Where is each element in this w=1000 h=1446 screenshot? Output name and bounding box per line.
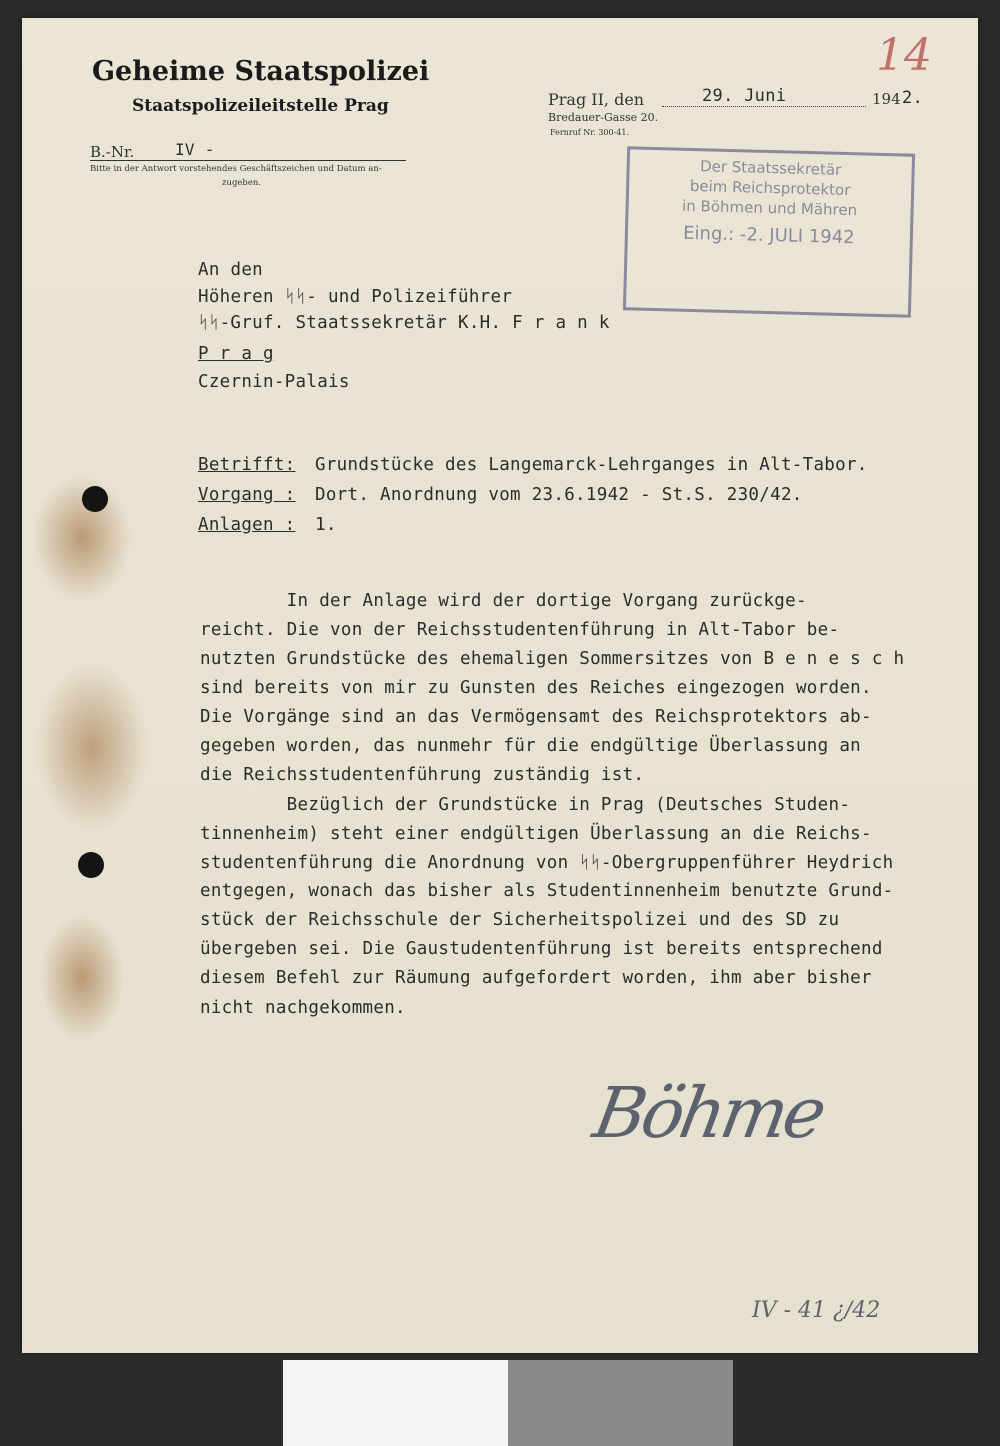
punch-hole-top xyxy=(82,486,108,512)
body-line: übergeben sei. Die Gaustudentenführung ist bereits entsprechend xyxy=(200,939,883,959)
date-year-suffix: 2. xyxy=(902,88,924,108)
body-line: studentenführung die Anordnung von ᛋᛋ-Obergruppenführer Heydrich xyxy=(200,853,894,873)
ref-label: B.-Nr. xyxy=(90,143,135,161)
ref-rule xyxy=(90,160,406,161)
stamp-line-3: in Böhmen und Mähren xyxy=(681,196,858,220)
date-year-prefix: 194 xyxy=(872,90,901,108)
body-line: sind bereits von mir zu Gunsten des Reiches eingezogen worden. xyxy=(200,678,872,698)
reply-note-2: zugeben. xyxy=(222,178,262,188)
received-stamp xyxy=(623,146,915,317)
body-line: reicht. Die von der Reichsstudentenführung in Alt-Tabor be- xyxy=(200,620,840,640)
stamp-line-2: beim Reichsprotektor xyxy=(689,176,851,200)
body-line: In der Anlage wird der dortige Vorgang zurückge- xyxy=(200,591,807,611)
body-line: entgegen, wonach das bisher als Studentinnenheim benutzte Grund- xyxy=(200,881,894,901)
vorgang-label: Vorgang : xyxy=(198,485,296,505)
body-line: die Reichsstudentenführung zuständig ist. xyxy=(200,765,645,785)
body-line: nicht nachgekommen. xyxy=(200,998,406,1018)
anlagen-text: 1. xyxy=(315,515,337,535)
stamp-received-label: Eing.: xyxy=(682,222,735,246)
office-name: Staatspolizeileitstelle Prag xyxy=(132,96,389,116)
stamp-line-1: Der Staatssekretär xyxy=(699,157,842,179)
punch-hole-bottom xyxy=(78,852,104,878)
street-address: Bredauer-Gasse 20. xyxy=(548,111,659,124)
betrifft-label: Betrifft: xyxy=(198,455,296,475)
recipient-city: P r a g xyxy=(198,344,274,364)
body-line: Die Vorgänge sind an das Vermögensamt des Reichsprotektors ab- xyxy=(200,707,872,727)
date-rule xyxy=(662,106,866,107)
folio-number: 14 xyxy=(876,30,932,81)
filing-note: IV - 41 ¿/42 xyxy=(752,1298,881,1323)
ref-value: IV - xyxy=(175,140,215,159)
place-label: Prag II, den xyxy=(548,90,645,109)
scan-calibration-strip xyxy=(283,1360,733,1446)
signature: Böhme xyxy=(587,1072,829,1154)
body-line: tinnenheim) steht einer endgültigen Überlassung an die Reichs- xyxy=(200,824,872,844)
body-line: gegeben worden, das nunmehr für die endgültige Überlassung an xyxy=(200,736,861,756)
agency-name: Geheime Staatspolizei xyxy=(92,56,430,87)
recipient-line-1: An den xyxy=(198,260,264,280)
date-day-month: 29. Juni xyxy=(702,86,787,106)
vorgang-text: Dort. Anordnung vom 23.6.1942 - St.S. 230/42. xyxy=(315,485,803,505)
recipient-line-5: Czernin-Palais xyxy=(198,372,350,392)
body-line: nutzten Grundstücke des ehemaligen Sommersitzes von B e n e s c h xyxy=(200,649,905,669)
stamp-received-date: -2. JULI 1942 xyxy=(739,224,855,249)
anlagen-label: Anlagen : xyxy=(198,515,296,535)
stamp-date-row xyxy=(628,221,910,249)
recipient-line-2: Höheren ᛋᛋ- und Polizeiführer xyxy=(198,287,513,307)
reply-note-1: Bitte in der Antwort vorstehendes Geschäftszeichen und Datum an- xyxy=(90,164,382,174)
body-line: stück der Reichsschule der Sicherheitspolizei und des SD zu xyxy=(200,910,840,930)
phone-number: Fernruf Nr. 300-41. xyxy=(550,128,630,137)
recipient-line-3: ᛋᛋ-Gruf. Staatssekretär K.H. F r a n k xyxy=(198,313,610,333)
burn-stain xyxy=(22,418,182,1058)
body-line: diesem Befehl zur Räumung aufgefordert worden, ihm aber bisher xyxy=(200,968,872,988)
betrifft-text: Grundstücke des Langemarck-Lehrganges in Alt-Tabor. xyxy=(315,455,868,475)
body-line: Bezüglich der Grundstücke in Prag (Deutsches Studen- xyxy=(200,795,851,815)
